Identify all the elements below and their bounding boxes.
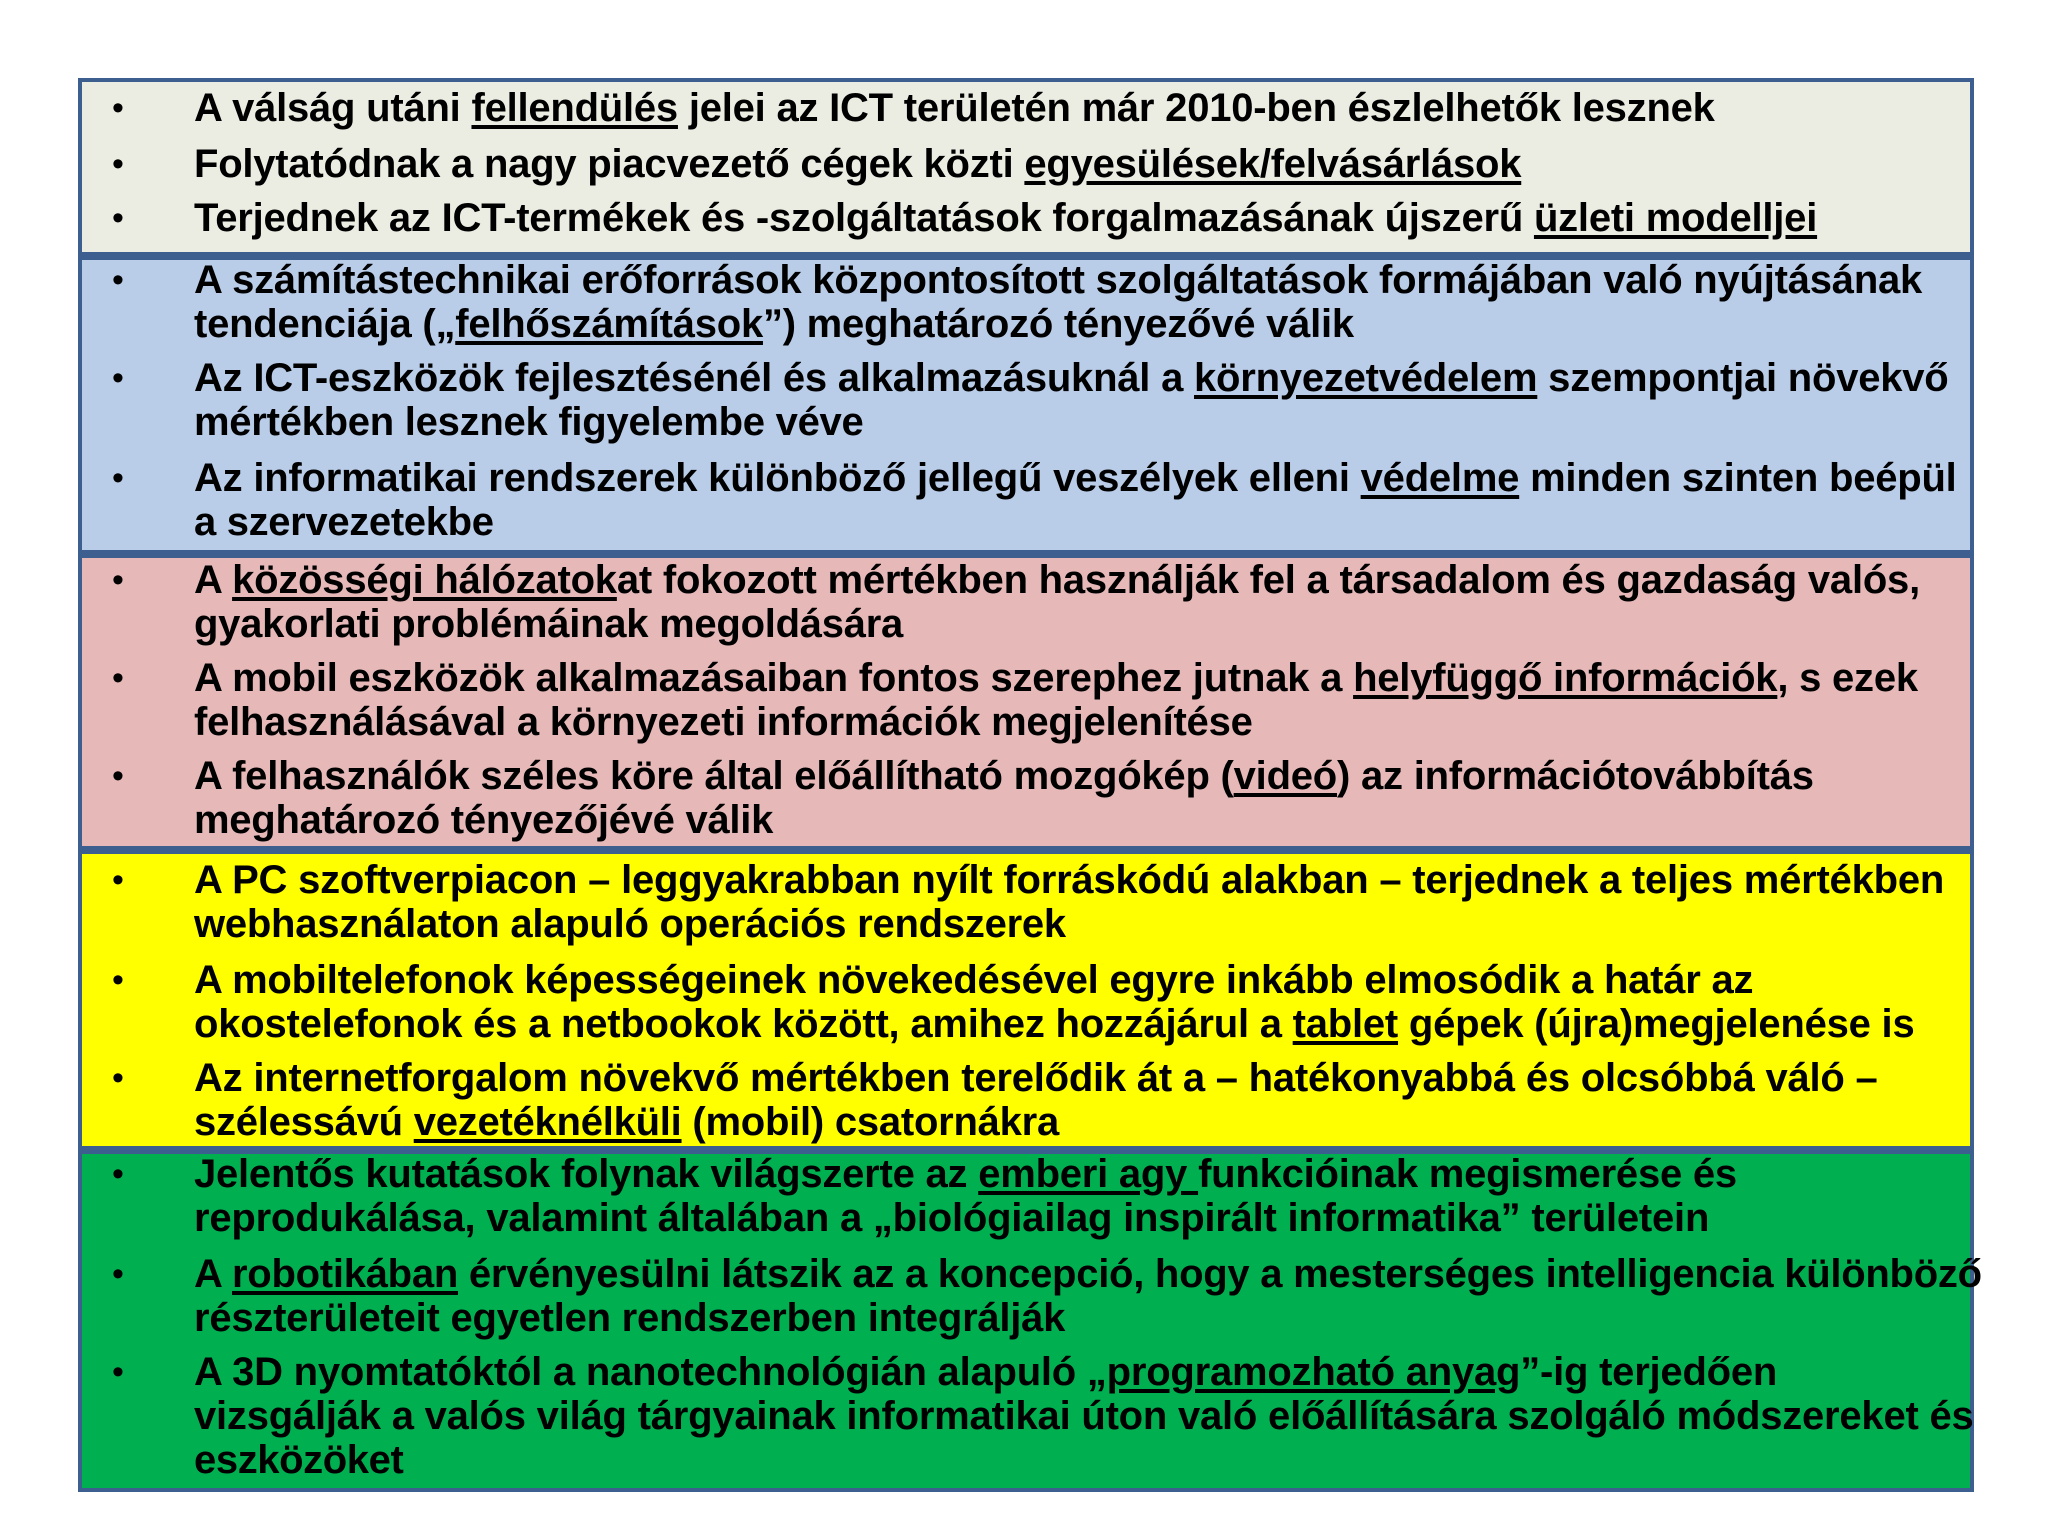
text-line [194,1350,1984,1394]
text-segment: A számítástechnikai erőforrások központosított szolgáltatások formájában való nyújtásának [194,258,1923,302]
text-line [194,656,1984,700]
bullet-icon: • [112,1059,124,1097]
item-text [194,1252,1984,1340]
item-text [194,858,1984,946]
bullet-icon: • [112,659,124,697]
text-line [194,258,1984,302]
text-segment: minden szinten beépül [1519,456,1957,500]
underlined-term: közösségi hálózatok [232,558,617,602]
text-segment: A [194,558,233,602]
text-line [194,700,1984,744]
bullet-icon: • [112,561,124,599]
text-segment: reprodukálása, valamint általában a „biológiailag inspirált informatika” területein [194,1196,1710,1240]
underlined-term: üzleti modelljei [1533,196,1818,240]
text-segment: tendenciája („ [194,302,456,346]
item-text [194,958,1984,1046]
text-segment: okostelefonok és a netbookok között, amihez hozzájárul a [194,1002,1293,1046]
underlined-term: védelme [1360,456,1520,500]
text-line [194,1196,1984,1240]
item-text [194,356,1984,444]
text-line [194,1056,1984,1100]
text-segment: szélessávú [194,1100,414,1144]
text-segment: A mobil eszközök alkalmazásaiban fontos szerephez jutnak a [194,656,1354,700]
text-segment: jelei az ICT területén már 2010-ben észlelhetők lesznek [677,86,1715,130]
underlined-term: fellendülés [471,86,678,130]
text-line [194,1296,1984,1340]
text-line [194,1100,1984,1144]
item-text [194,558,1984,646]
item-text [194,656,1984,744]
text-line [194,754,1984,798]
text-line [194,558,1984,602]
text-line [194,602,1984,646]
text-line [194,456,1984,500]
text-segment: mértékben lesznek figyelembe véve [194,400,864,444]
text-segment: A 3D nyomtatóktól a nanotechnológián alapuló „ [194,1350,1107,1394]
text-segment: funkcióinak megismerése és [1198,1152,1737,1196]
underlined-term: tablet [1292,1002,1399,1046]
text-segment: Az ICT-eszközök fejlesztésénél és alkalmazásuknál a [194,356,1195,400]
text-segment: A mobiltelefonok képességeinek növekedésével egyre inkább elmosódik a határ az [194,958,1754,1002]
text-line [194,798,1984,842]
item-text [194,86,1984,130]
bullet-icon: • [112,89,124,127]
bullet-icon: • [112,1353,124,1391]
underlined-term: felhőszámítások [455,302,763,346]
text-segment: , s ezek [1777,656,1918,700]
item-text [194,142,1984,186]
item-text [194,1350,1984,1482]
text-segment: vizsgálják a valós világ tárgyainak informatikai úton való előállítására szolgáló módszereket és [194,1394,1974,1438]
text-line [194,858,1984,902]
text-line [194,196,1984,240]
text-segment: érvényesülni látszik az a koncepció, hogy a mesterséges intelligencia különböző [458,1252,1982,1296]
bullet-icon: • [112,757,124,795]
text-line [194,1438,1984,1482]
bullet-icon: • [112,261,124,299]
text-segment: (mobil) csatornákra [681,1100,1059,1144]
text-segment: A felhasználók széles köre által előállítható mozgókép ( [194,754,1234,798]
text-segment: Terjednek az ICT-termékek és -szolgáltatások forgalmazásának újszerű [194,196,1534,240]
bullet-icon: • [112,199,124,237]
text-segment: A válság utáni [194,86,472,130]
bullet-icon: • [112,861,124,899]
text-line [194,958,1984,1002]
bullet-icon: • [112,1255,124,1293]
item-text [194,1152,1984,1240]
item-text [194,456,1984,544]
text-segment: felhasználásával a környezeti információk megjelenítése [194,700,1253,744]
text-segment: gyakorlati problémáinak megoldására [194,602,904,646]
underlined-term: emberi agy [978,1152,1199,1196]
bullet-icon: • [112,1155,124,1193]
text-segment: Az internetforgalom növekvő mértékben terelődik át a – hatékonyabbá és olcsóbbá váló – [194,1056,1878,1100]
slide [78,78,1982,1492]
text-segment: Az informatikai rendszerek különböző jellegű veszélyek elleni [194,456,1361,500]
text-segment: ”) meghatározó tényezővé válik [762,302,1354,346]
text-segment: eszközöket [194,1438,404,1482]
text-segment: Folytatódnak a nagy piacvezető cégek közti [194,142,1025,186]
text-line [194,1394,1984,1438]
bullet-icon: • [112,145,124,183]
bullet-icon: • [112,961,124,999]
item-text [194,196,1984,240]
text-line [194,86,1984,130]
underlined-term: vezetéknélküli [413,1100,682,1144]
text-line [194,302,1984,346]
text-segment: gépek (újra)megjelenése is [1398,1002,1915,1046]
underlined-term: programozható anyag [1106,1350,1521,1394]
bullet-icon: • [112,359,124,397]
underlined-term: helyfüggő információk [1353,656,1778,700]
text-segment: szempontjai növekvő [1537,356,1949,400]
underlined-term: egyesülések/felvásárlások [1024,142,1522,186]
underlined-term: környezetvédelem [1194,356,1538,400]
text-segment: A PC szoftverpiacon – leggyakrabban nyílt forráskódú alakban – terjednek a teljes mértékben [194,858,1945,902]
text-line [194,400,1984,444]
item-text [194,1056,1984,1144]
text-line [194,142,1984,186]
text-segment: meghatározó tényezőjévé válik [194,798,774,842]
text-segment: webhasználaton alapuló operációs rendszerek [194,902,1066,946]
text-line [194,500,1984,544]
text-line [194,356,1984,400]
text-line [194,902,1984,946]
underlined-term: robotikában [232,1252,458,1296]
text-line [194,1002,1984,1046]
text-line [194,1152,1984,1196]
text-segment: at fokozott mértékben használják fel a társadalom és gazdaság valós, [616,558,1920,602]
underlined-term: videó [1233,754,1338,798]
text-segment: A [194,1252,232,1296]
bullet-icon: • [112,459,124,497]
text-segment: a szervezetekbe [194,500,494,544]
text-segment: részterületeit egyetlen rendszerben integrálják [194,1296,1066,1340]
item-text [194,754,1984,842]
text-segment: Jelentős kutatások folynak világszerte az [194,1152,979,1196]
item-text [194,258,1984,346]
text-segment: ”-ig terjedően [1520,1350,1778,1394]
text-line [194,1252,1984,1296]
text-segment: ) az információtovábbítás [1337,754,1814,798]
